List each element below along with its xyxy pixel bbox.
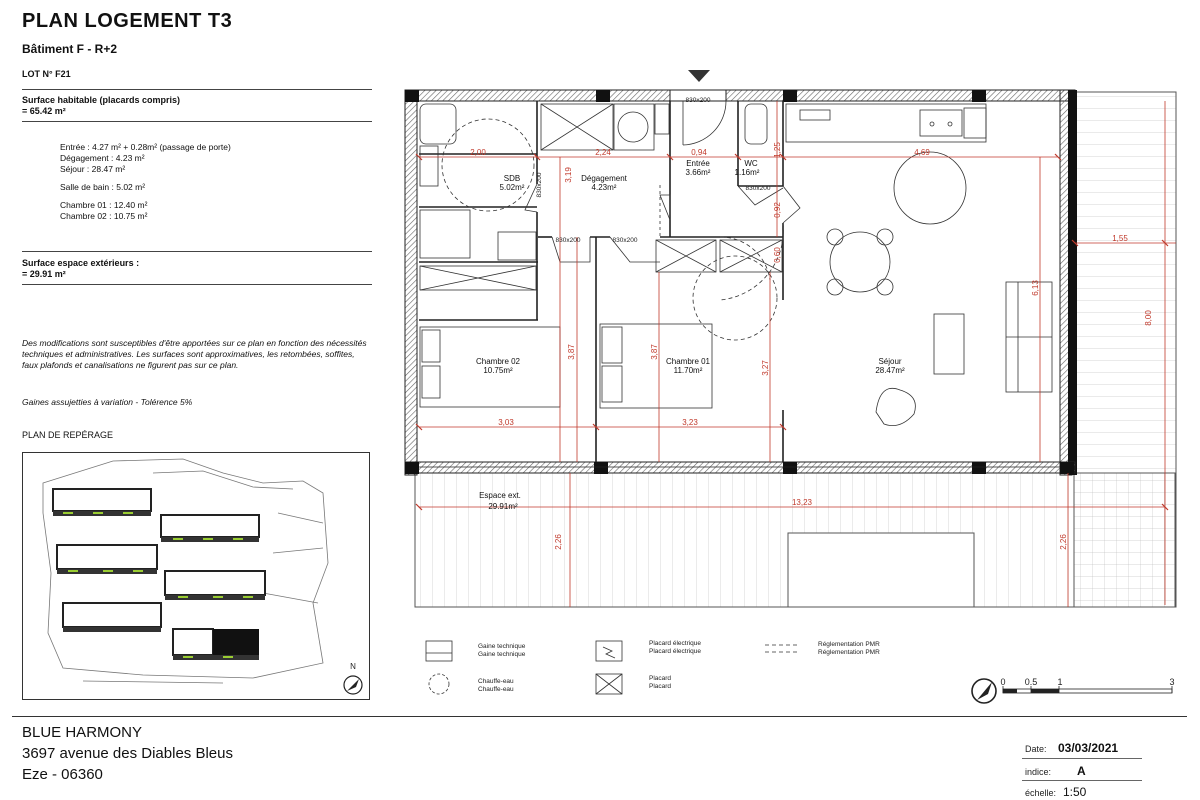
- door-size-label: 830x200: [612, 237, 638, 244]
- scale-bar: [1003, 686, 1172, 693]
- legend-label: Gaine technique: [478, 643, 526, 650]
- door-size-label: 830x200: [536, 172, 543, 198]
- room-name-exterieur: Espace ext.: [479, 491, 521, 500]
- dim-label: 0,92: [773, 202, 782, 218]
- list-item: Entrée : 4.27 m² + 0.28m² (passage de porte): [60, 142, 231, 152]
- room-area-degagement: 4.23m²: [591, 183, 617, 192]
- dim-label: 3,87: [650, 344, 659, 360]
- legend-chauffe-eau-icon: [429, 674, 449, 694]
- legend-label: Placard: [649, 683, 672, 690]
- date-value: 03/03/2021: [1058, 741, 1119, 755]
- indice-value: A: [1077, 764, 1086, 778]
- divider: [1022, 758, 1142, 759]
- dim-label: 2,00: [470, 148, 486, 157]
- echelle-value: 1:50: [1063, 785, 1087, 799]
- building-subtitle: Bâtiment F - R+2: [22, 42, 118, 56]
- dim-label: 8,00: [1144, 310, 1153, 326]
- dim-label: 6,13: [1031, 280, 1040, 296]
- list-item: Dégagement : 4.23 m²: [60, 153, 145, 163]
- dim-label: 3,23: [682, 418, 698, 427]
- room-name-chambre01: Chambre 01: [665, 357, 711, 366]
- legend-gaine-icon: [426, 641, 452, 661]
- scale-tick-label: 3: [1169, 677, 1175, 687]
- dim-label: 0,60: [773, 247, 782, 263]
- dim-label: 2,24: [595, 148, 611, 157]
- plan-title: PLAN LOGEMENT T3: [22, 10, 233, 32]
- list-item: Salle de bain : 5.02 m²: [60, 182, 146, 192]
- lot-number: LOT N° F21: [22, 69, 71, 79]
- company-name: BLUE HARMONY: [22, 724, 143, 741]
- dim-label: 2,26: [1059, 534, 1068, 550]
- room-area-sejour: 28.47m²: [875, 366, 905, 375]
- room-name-degagement: Dégagement: [581, 174, 627, 183]
- footer-divider: [12, 716, 1187, 717]
- legend-pmr-icon: [765, 645, 797, 652]
- reperage-label: PLAN DE REPÉRAGE: [22, 430, 114, 440]
- room-area-entree: 3.66m²: [685, 168, 711, 177]
- habitable-surface-label: Surface habitable (placards compris): [22, 95, 181, 105]
- city-address: Eze - 06360: [22, 766, 103, 783]
- compass-icon: [972, 679, 996, 703]
- room-name-entree: Entrée: [686, 159, 710, 168]
- room-area-chambre02: 10.75m²: [483, 366, 513, 375]
- tolerance-note: Gaines assujetties à variation - Tolérence 5%: [22, 397, 193, 407]
- divider: [1022, 780, 1142, 781]
- room-area-wc: 1.16m²: [734, 168, 760, 177]
- dim-label: 0,94: [691, 148, 707, 157]
- legend-label: Gaine technique: [478, 651, 526, 658]
- echelle-label: échelle:: [1025, 788, 1057, 798]
- room-area-sdb: 5.02m²: [499, 183, 525, 192]
- room-name-sejour: Séjour: [878, 357, 902, 366]
- list-item: Chambre 01 : 12.40 m²: [60, 200, 148, 210]
- dim-label: 3,27: [761, 360, 770, 376]
- legend-label: Placard électrique: [649, 640, 702, 647]
- habitable-surface-value: = 65.42 m²: [22, 106, 66, 116]
- legend-label: Placard électrique: [649, 648, 702, 655]
- entrance-arrow-icon: [688, 70, 710, 82]
- dim-label: 2,26: [554, 534, 563, 550]
- list-item: Séjour : 28.47 m²: [60, 164, 126, 174]
- date-label: Date:: [1025, 744, 1047, 754]
- scale-tick-label: 0: [1000, 677, 1006, 687]
- door-size-label: 830x200: [745, 185, 771, 192]
- disclaimer-text: Des modifications sont susceptibles d'être apportées sur ce plan en fonction des nécessités techniques et administratives. Les surfaces sont approximatives, les retombées, soffites, faux plafonds et canalisations ne figurent pas sur ce plan.: [22, 338, 367, 370]
- room-area-exterieur: 29.91m²: [488, 502, 518, 511]
- dim-label: 3,19: [564, 167, 573, 183]
- dim-label: 3,03: [498, 418, 514, 427]
- exterior-surface-value: = 29.91 m²: [22, 269, 66, 279]
- dim-label: 4,69: [914, 148, 930, 157]
- door-swings: [525, 101, 800, 300]
- scale-tick-label: 0.5: [1024, 677, 1038, 687]
- scale-tick-label: 1: [1057, 677, 1063, 687]
- legend-label: Chauffe-eau: [478, 678, 514, 685]
- room-name-wc: WC: [744, 159, 758, 168]
- address-block: [22, 722, 233, 785]
- legend-label: Réglementation PMR: [818, 649, 880, 656]
- fixtures: [420, 104, 1052, 426]
- north-label: N: [350, 662, 356, 671]
- room-area-chambre01: 11.70m²: [673, 366, 703, 375]
- door-size-label: 830x200: [685, 97, 711, 104]
- legend-label: Réglementation PMR: [818, 641, 880, 648]
- dim-label: 1,55: [1112, 234, 1128, 243]
- legend-placard-icon: [596, 674, 622, 694]
- dim-label: 1,25: [773, 142, 782, 158]
- dim-label: 13,23: [791, 498, 813, 507]
- indice-label: indice:: [1025, 767, 1052, 777]
- dim-label: 3,87: [567, 344, 576, 360]
- legend-label: Chauffe-eau: [478, 686, 514, 693]
- door-size-label: 830x200: [555, 237, 581, 244]
- street-address: 3697 avenue des Diables Bleus: [22, 745, 233, 762]
- list-item: Chambre 02 : 10.75 m²: [60, 211, 148, 221]
- room-name-sdb: SDB: [503, 174, 521, 183]
- exterior-surface-label: Surface espace extérieurs :: [22, 258, 140, 268]
- legend-placard-elec-icon: [596, 641, 622, 661]
- room-name-chambre02: Chambre 02: [475, 357, 521, 366]
- legend-label: Placard: [649, 675, 672, 682]
